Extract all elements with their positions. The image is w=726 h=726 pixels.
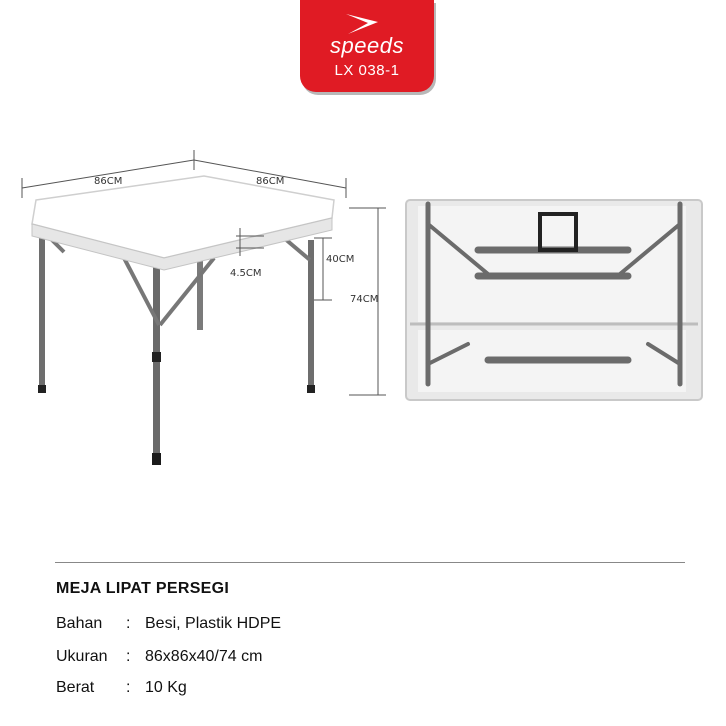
brand-name: speeds bbox=[330, 33, 404, 58]
spec-colon: : bbox=[126, 679, 131, 696]
spec-colon: : bbox=[126, 615, 131, 632]
low-height-label: 40CM bbox=[326, 254, 355, 265]
product-title: MEJA LIPAT PERSEGI bbox=[56, 580, 230, 597]
spec-label: Berat bbox=[56, 679, 95, 696]
spec-label: Ukuran bbox=[56, 648, 108, 665]
brand-badge bbox=[300, 0, 434, 92]
spec-label: Bahan bbox=[56, 615, 103, 632]
section-divider bbox=[55, 562, 685, 563]
spec-colon: : bbox=[126, 648, 131, 665]
thickness-label: 4.5CM bbox=[230, 268, 262, 279]
width-left-label: 86CM bbox=[94, 176, 123, 187]
folded-table-drawing bbox=[398, 194, 722, 414]
table-dimension-drawing bbox=[14, 140, 394, 480]
tabletop bbox=[32, 176, 334, 270]
spec-value: 86x86x40/74 cm bbox=[145, 648, 263, 665]
high-height-label: 74CM bbox=[350, 294, 379, 305]
spec-value: 10 Kg bbox=[145, 679, 187, 696]
width-right-label: 86CM bbox=[256, 176, 285, 187]
model-number: LX 038-1 bbox=[334, 62, 400, 79]
spec-value: Besi, Plastik HDPE bbox=[145, 615, 282, 632]
